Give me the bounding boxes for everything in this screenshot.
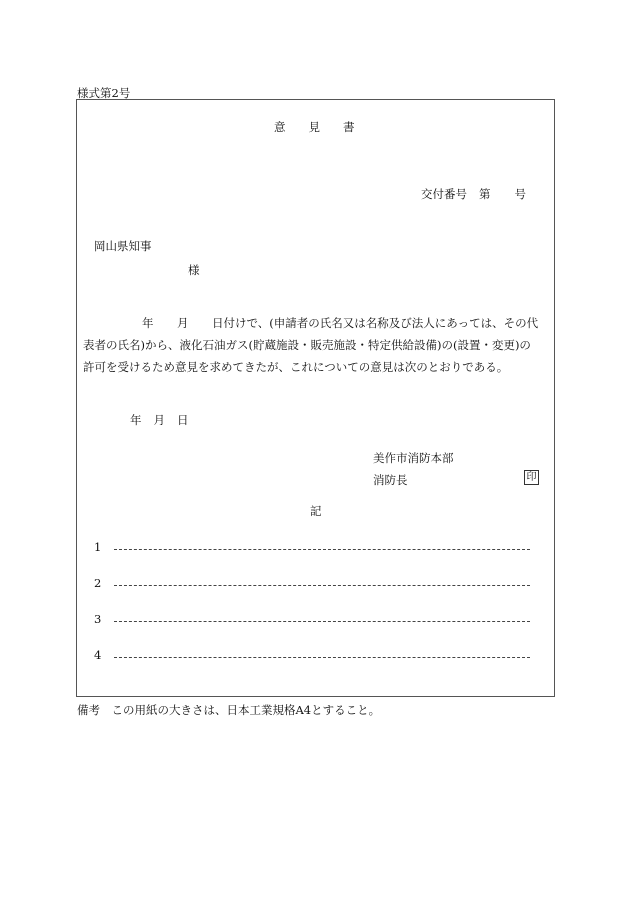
item-dashed-line	[114, 585, 530, 586]
date-day: 日	[177, 413, 189, 427]
body-year: 年	[142, 316, 154, 330]
issue-number-label: 交付番号	[421, 187, 467, 201]
list-item	[94, 612, 530, 628]
date-month: 月	[153, 413, 165, 427]
list-item	[94, 576, 530, 592]
item-number: 1	[94, 540, 102, 554]
body-month: 月	[177, 316, 189, 330]
issue-number-suffix: 号	[514, 187, 526, 201]
seal-mark: 印	[524, 470, 539, 485]
issue-number	[421, 186, 526, 202]
item-number: 4	[94, 648, 102, 662]
ki-heading: 記	[310, 504, 322, 518]
body-line2: 表者の氏名)から、液化石油ガス(貯蔵施設・販売施設・特定供給設備)の(設置・変更)の	[83, 338, 531, 352]
item-dashed-line	[114, 657, 530, 658]
addressee-name: 岡山県知事	[94, 239, 152, 253]
item-dashed-line	[114, 549, 530, 550]
item-number: 2	[94, 576, 102, 590]
body-line1: 日付けで、(申請者の氏名又は名称及び法人にあっては、その代	[212, 316, 539, 330]
issuer-organization: 美作市消防本部	[373, 451, 454, 465]
list-item	[94, 540, 530, 556]
date-year: 年	[130, 413, 142, 427]
date-line	[130, 412, 189, 428]
list-item	[94, 648, 530, 664]
issue-number-prefix: 第	[479, 187, 491, 201]
issuer-title: 消防長	[373, 473, 408, 487]
item-number: 3	[94, 612, 102, 626]
form-number: 様式第2号	[77, 86, 131, 100]
item-dashed-line	[114, 621, 530, 622]
document-title: 意 見 書	[274, 120, 355, 134]
addressee-honorific: 様	[188, 263, 200, 277]
body-line3: 許可を受けるため意見を求めてきたが、これについての意見は次のとおりである。	[83, 360, 509, 374]
footnote: 備考 この用紙の大きさは、日本工業規格A4とすること。	[77, 703, 381, 717]
